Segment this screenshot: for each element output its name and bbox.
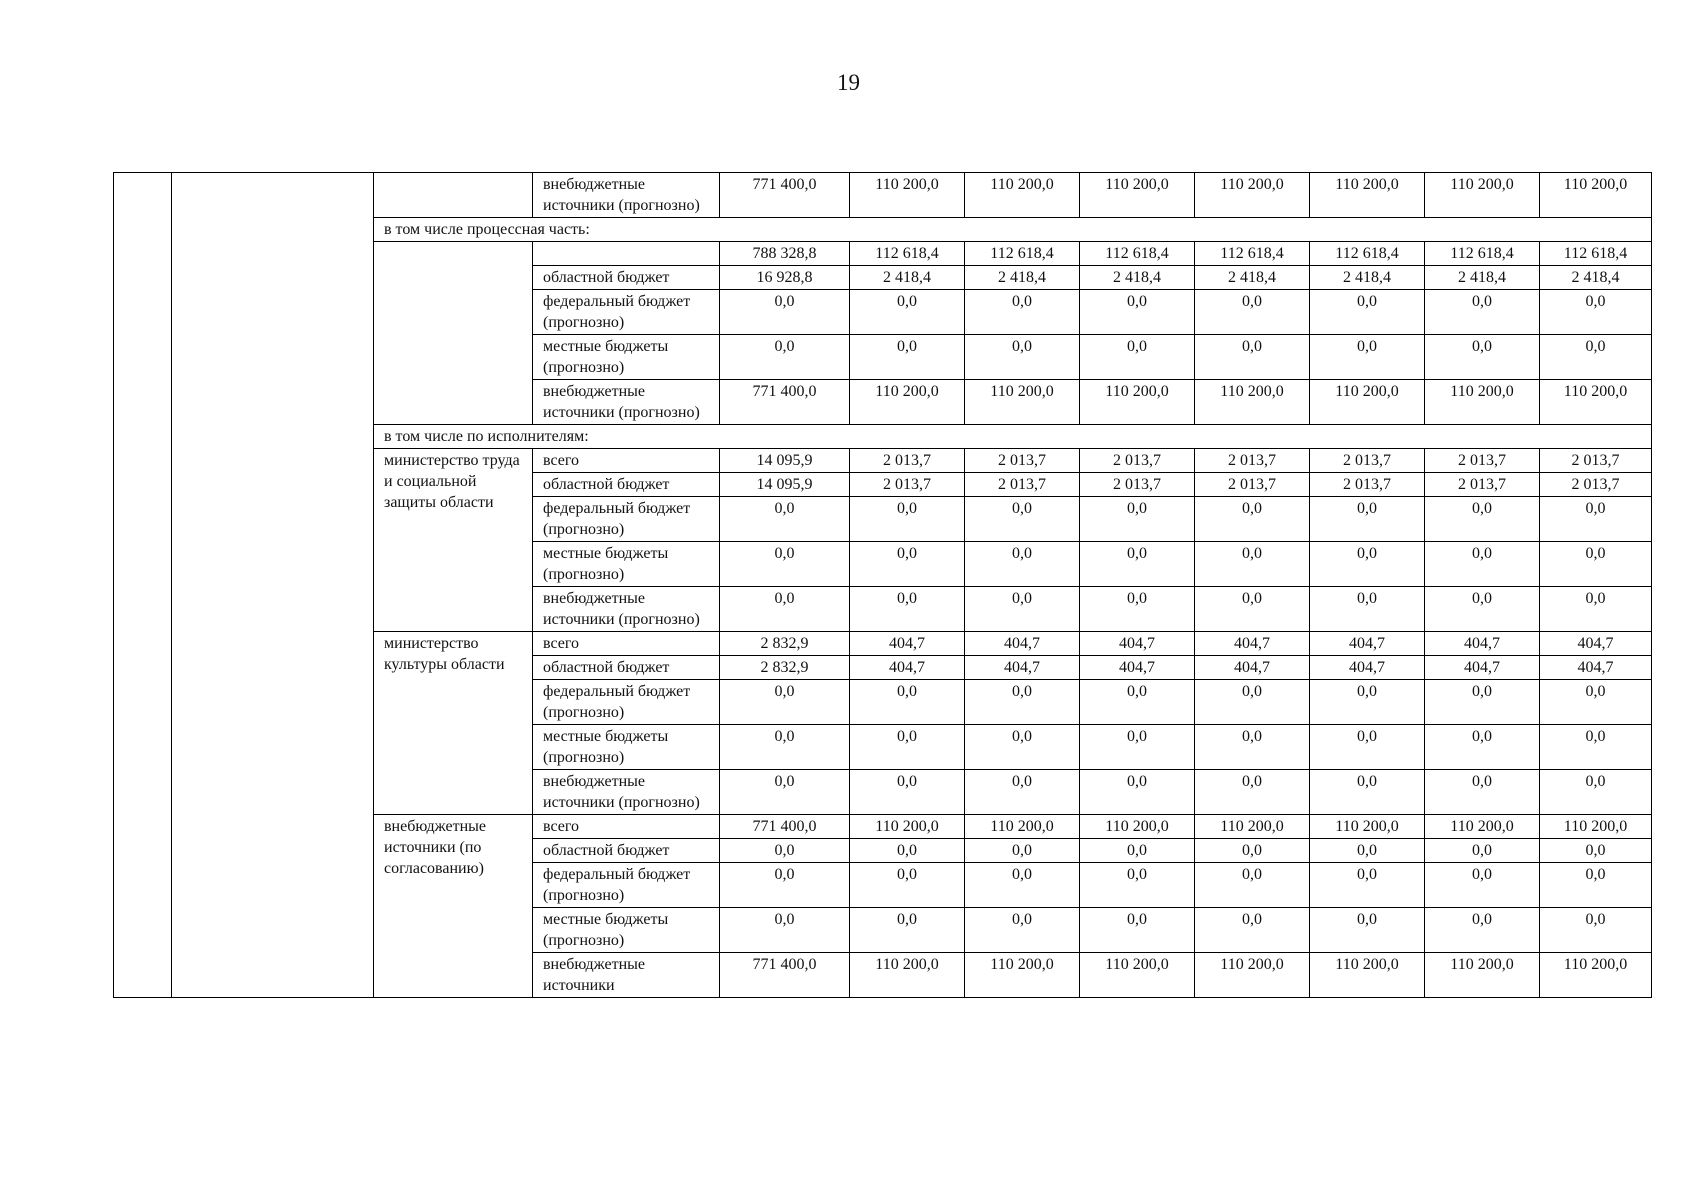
value-cell: 0,0 [1080,725,1195,770]
value-cell: 0,0 [720,839,850,863]
value-cell: 110 200,0 [965,815,1080,839]
value-cell: 0,0 [720,863,850,908]
value-cell: 404,7 [1310,632,1425,656]
value-cell: 0,0 [1195,290,1310,335]
value-cell: 0,0 [1310,335,1425,380]
value-cell: 2 013,7 [1310,473,1425,497]
value-cell: 0,0 [1195,863,1310,908]
value-cell: 110 200,0 [850,953,965,998]
value-cell: 110 200,0 [1425,380,1540,425]
value-cell: 110 200,0 [1080,815,1195,839]
value-cell: 0,0 [1080,839,1195,863]
value-cell: 0,0 [1310,680,1425,725]
value-cell: 404,7 [1080,632,1195,656]
value-cell: 112 618,4 [850,242,965,266]
value-cell: 2 832,9 [720,632,850,656]
value-cell: 0,0 [850,290,965,335]
value-cell: 110 200,0 [1425,173,1540,218]
value-cell: 2 013,7 [1310,449,1425,473]
value-cell: 110 200,0 [965,953,1080,998]
source-label: федеральный бюджет (прогнозно) [533,497,720,542]
source-label: областной бюджет [533,473,720,497]
value-cell: 112 618,4 [1195,242,1310,266]
value-cell: 404,7 [1540,632,1652,656]
value-cell: 0,0 [1080,908,1195,953]
value-cell: 0,0 [1195,725,1310,770]
source-label: областной бюджет [533,266,720,290]
value-cell: 0,0 [965,335,1080,380]
value-cell: 0,0 [1425,335,1540,380]
value-cell: 0,0 [720,542,850,587]
value-cell: 110 200,0 [1080,953,1195,998]
value-cell: 2 013,7 [1425,449,1540,473]
value-cell: 0,0 [720,680,850,725]
number-column-cell [114,173,172,998]
value-cell: 0,0 [965,908,1080,953]
value-cell: 110 200,0 [1540,380,1652,425]
value-cell: 404,7 [1195,656,1310,680]
value-cell: 110 200,0 [965,380,1080,425]
value-cell: 0,0 [965,770,1080,815]
value-cell: 0,0 [720,335,850,380]
source-label: внебюджетные источники (прогнозно) [533,380,720,425]
value-cell: 771 400,0 [720,953,850,998]
value-cell: 771 400,0 [720,173,850,218]
value-cell: 2 013,7 [850,449,965,473]
value-cell: 0,0 [1310,908,1425,953]
value-cell: 110 200,0 [1080,380,1195,425]
value-cell: 2 418,4 [965,266,1080,290]
value-cell: 0,0 [1310,839,1425,863]
value-cell: 0,0 [720,587,850,632]
value-cell: 2 013,7 [1195,473,1310,497]
value-cell: 2 013,7 [1540,473,1652,497]
value-cell: 0,0 [1540,587,1652,632]
value-cell: 0,0 [1080,587,1195,632]
value-cell: 110 200,0 [1425,815,1540,839]
section-label: в том числе процессная часть: [374,218,1652,242]
value-cell: 404,7 [1425,632,1540,656]
table-row [114,173,1652,218]
value-cell: 112 618,4 [1310,242,1425,266]
value-cell: 0,0 [1080,290,1195,335]
value-cell: 0,0 [1080,335,1195,380]
value-cell: 0,0 [850,839,965,863]
value-cell: 2 013,7 [1080,449,1195,473]
value-cell: 110 200,0 [850,815,965,839]
value-cell: 0,0 [850,680,965,725]
value-cell: 0,0 [1080,863,1195,908]
value-cell: 0,0 [1310,497,1425,542]
value-cell: 110 200,0 [1195,173,1310,218]
section-label: в том числе по исполнителям: [374,425,1652,449]
value-cell: 0,0 [965,290,1080,335]
source-label: федеральный бюджет (прогнозно) [533,863,720,908]
value-cell: 404,7 [965,632,1080,656]
value-cell: 0,0 [1540,863,1652,908]
value-cell: 2 013,7 [1080,473,1195,497]
value-cell: 110 200,0 [850,380,965,425]
value-cell: 0,0 [965,680,1080,725]
value-cell: 110 200,0 [1195,380,1310,425]
value-cell: 2 418,4 [1425,266,1540,290]
value-cell: 110 200,0 [965,173,1080,218]
value-cell: 0,0 [1195,908,1310,953]
value-cell: 0,0 [1425,542,1540,587]
source-label [533,242,720,266]
value-cell: 2 013,7 [1425,473,1540,497]
value-cell: 0,0 [965,587,1080,632]
value-cell: 0,0 [850,725,965,770]
value-cell: 0,0 [1195,497,1310,542]
executor-name: министерство культуры области [374,632,533,815]
value-cell: 0,0 [1425,290,1540,335]
value-cell: 2 013,7 [1195,449,1310,473]
value-cell: 110 200,0 [1310,173,1425,218]
source-label: внебюджетные источники (прогнозно) [533,770,720,815]
value-cell: 14 095,9 [720,473,850,497]
value-cell: 2 418,4 [1195,266,1310,290]
value-cell: 0,0 [850,542,965,587]
value-cell: 0,0 [850,908,965,953]
value-cell: 0,0 [1540,908,1652,953]
value-cell: 0,0 [1425,908,1540,953]
value-cell: 16 928,8 [720,266,850,290]
value-cell: 0,0 [1310,770,1425,815]
value-cell: 0,0 [720,290,850,335]
value-cell: 0,0 [720,497,850,542]
value-cell: 110 200,0 [1540,953,1652,998]
value-cell: 0,0 [1425,770,1540,815]
value-cell: 0,0 [965,497,1080,542]
value-cell: 0,0 [720,908,850,953]
value-cell: 0,0 [1195,542,1310,587]
value-cell: 771 400,0 [720,380,850,425]
value-cell: 404,7 [1310,656,1425,680]
value-cell: 0,0 [1425,497,1540,542]
source-label: местные бюджеты (прогнозно) [533,725,720,770]
value-cell: 0,0 [1195,587,1310,632]
value-cell: 110 200,0 [1080,173,1195,218]
value-cell: 0,0 [1540,680,1652,725]
value-cell: 0,0 [1425,587,1540,632]
value-cell: 112 618,4 [1540,242,1652,266]
value-cell: 2 418,4 [850,266,965,290]
value-cell: 0,0 [1195,335,1310,380]
source-label: федеральный бюджет (прогнозно) [533,290,720,335]
value-cell: 404,7 [1080,656,1195,680]
value-cell: 0,0 [965,839,1080,863]
value-cell: 0,0 [1310,542,1425,587]
value-cell: 404,7 [1195,632,1310,656]
value-cell: 2 013,7 [965,449,1080,473]
value-cell: 0,0 [1425,680,1540,725]
value-cell: 771 400,0 [720,815,850,839]
value-cell: 112 618,4 [1425,242,1540,266]
value-cell: 404,7 [1540,656,1652,680]
value-cell: 0,0 [1425,863,1540,908]
value-cell: 112 618,4 [1080,242,1195,266]
source-label: всего [533,632,720,656]
value-cell: 0,0 [1195,770,1310,815]
value-cell: 2 832,9 [720,656,850,680]
value-cell: 2 418,4 [1080,266,1195,290]
value-cell: 0,0 [1310,290,1425,335]
value-cell: 0,0 [1540,839,1652,863]
value-cell: 110 200,0 [1540,173,1652,218]
value-cell: 0,0 [850,335,965,380]
source-label: внебюджетные источники (прогнозно) [533,173,720,218]
source-label: областной бюджет [533,839,720,863]
name-column-cell [172,173,374,998]
value-cell: 2 013,7 [965,473,1080,497]
value-cell: 112 618,4 [965,242,1080,266]
executor-name: внебюджетные источники (по согласованию) [374,815,533,998]
value-cell: 0,0 [1425,839,1540,863]
value-cell: 2 418,4 [1540,266,1652,290]
value-cell: 110 200,0 [1195,953,1310,998]
value-cell: 110 200,0 [1310,953,1425,998]
value-cell: 0,0 [1425,725,1540,770]
value-cell: 0,0 [1080,770,1195,815]
value-cell: 110 200,0 [1310,380,1425,425]
value-cell: 0,0 [1540,497,1652,542]
budget-table [113,172,1652,998]
value-cell: 0,0 [965,725,1080,770]
value-cell: 0,0 [1080,497,1195,542]
value-cell: 404,7 [965,656,1080,680]
value-cell: 0,0 [850,770,965,815]
page-number: 19 [837,70,860,95]
value-cell: 0,0 [1540,335,1652,380]
source-label: местные бюджеты (прогнозно) [533,908,720,953]
value-cell: 0,0 [1310,587,1425,632]
value-cell: 2 013,7 [850,473,965,497]
value-cell: 0,0 [720,770,850,815]
value-cell: 0,0 [850,497,965,542]
executor-cell-empty [374,242,533,425]
value-cell: 404,7 [850,632,965,656]
value-cell: 110 200,0 [1310,815,1425,839]
value-cell: 0,0 [1540,770,1652,815]
value-cell: 0,0 [1310,863,1425,908]
source-label: местные бюджеты (прогнозно) [533,335,720,380]
value-cell: 0,0 [965,863,1080,908]
value-cell: 14 095,9 [720,449,850,473]
value-cell: 0,0 [1195,680,1310,725]
value-cell: 0,0 [1195,839,1310,863]
value-cell: 2 013,7 [1540,449,1652,473]
value-cell: 0,0 [1080,542,1195,587]
value-cell: 404,7 [850,656,965,680]
source-label: внебюджетные источники [533,953,720,998]
value-cell: 110 200,0 [850,173,965,218]
executor-cell-empty [374,173,533,218]
value-cell: 0,0 [720,725,850,770]
value-cell: 788 328,8 [720,242,850,266]
source-label: федеральный бюджет (прогнозно) [533,680,720,725]
value-cell: 0,0 [1540,290,1652,335]
value-cell: 110 200,0 [1425,953,1540,998]
value-cell: 110 200,0 [1540,815,1652,839]
value-cell: 0,0 [1080,680,1195,725]
source-label: областной бюджет [533,656,720,680]
value-cell: 2 418,4 [1310,266,1425,290]
value-cell: 0,0 [1540,725,1652,770]
source-label: всего [533,449,720,473]
value-cell: 0,0 [1540,542,1652,587]
value-cell: 0,0 [850,587,965,632]
value-cell: 404,7 [1425,656,1540,680]
value-cell: 0,0 [850,863,965,908]
value-cell: 0,0 [1310,725,1425,770]
source-label: местные бюджеты (прогнозно) [533,542,720,587]
source-label: всего [533,815,720,839]
executor-name: министерство труда и социальной защиты области [374,449,533,632]
source-label: внебюджетные источники (прогнозно) [533,587,720,632]
value-cell: 0,0 [965,542,1080,587]
value-cell: 110 200,0 [1195,815,1310,839]
